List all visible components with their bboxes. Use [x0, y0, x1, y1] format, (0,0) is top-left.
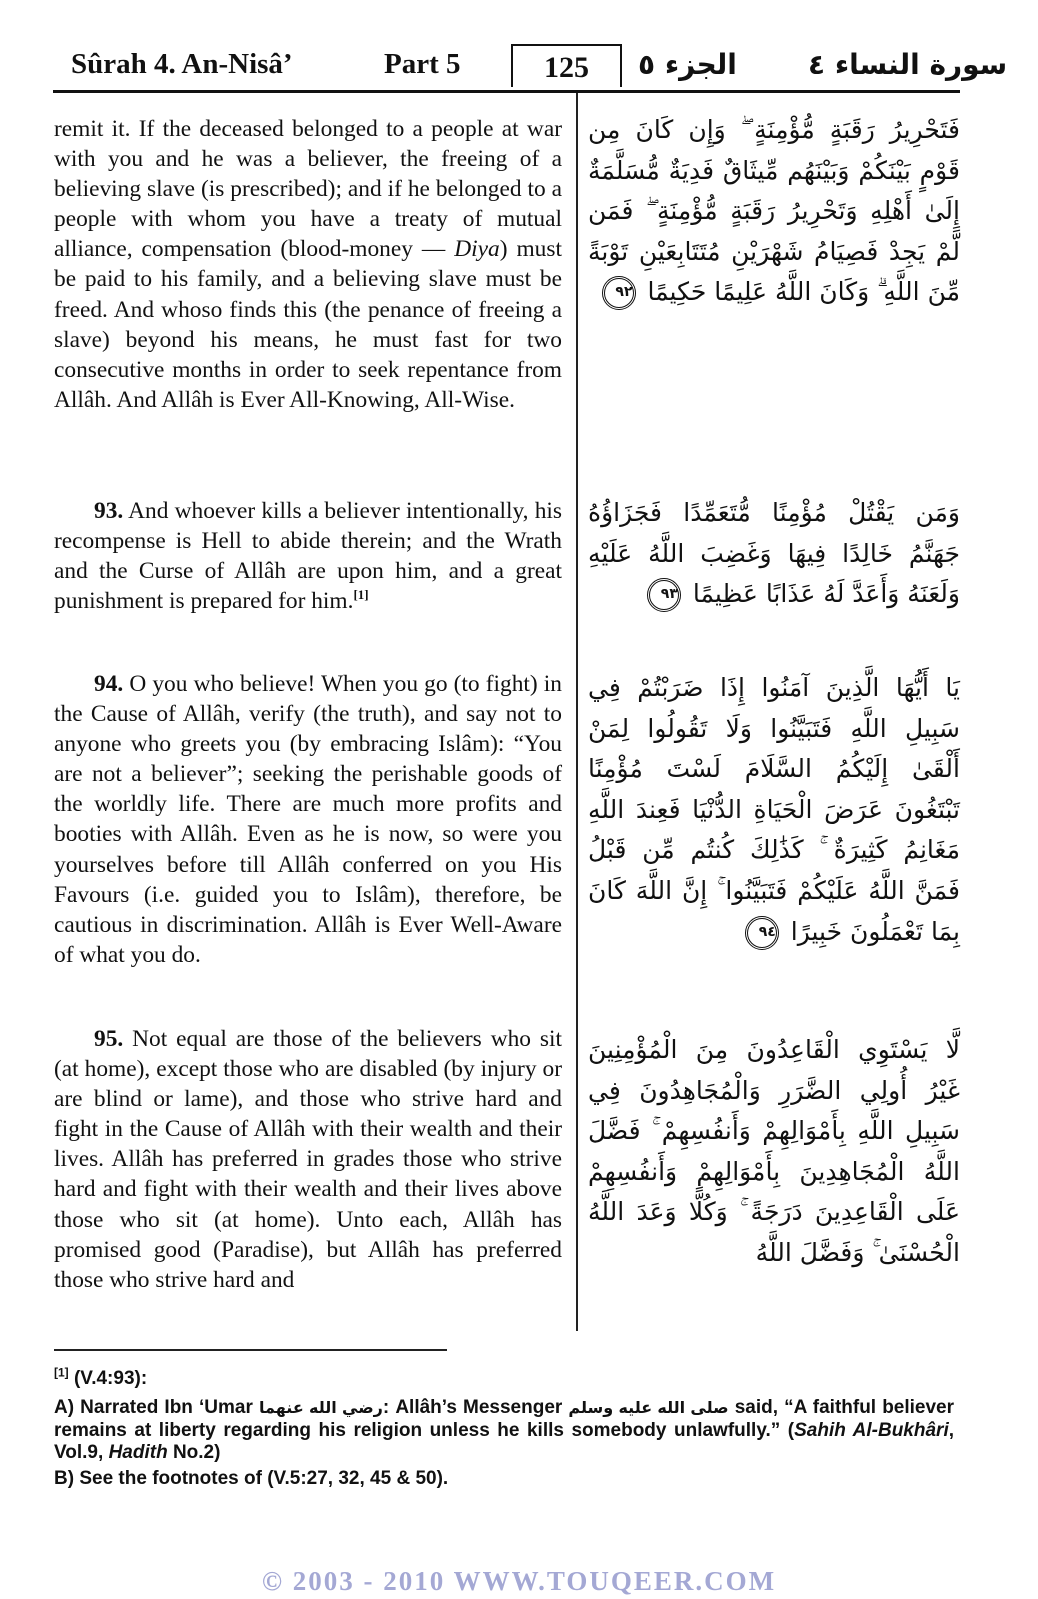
verse-93-english — [54, 496, 562, 616]
ayah-marker-92: ٩٢ — [602, 276, 636, 310]
footnote-b: B) See the footnotes of (V.5:27, 32, 45 & 50). — [54, 1468, 449, 1489]
footnote-a-text-2: : Allâh’s Messenger — [382, 1397, 569, 1418]
verse-95-arabic — [588, 1030, 960, 1274]
header-surah-title: Sûrah 4. An-Nisâ’ — [71, 48, 293, 80]
footnote-a-arabic-2: صلى الله عليه وسلم — [568, 1400, 729, 1417]
footnotes — [54, 1365, 955, 1490]
verse-93-arabic — [588, 493, 960, 615]
header-juz-arabic: الجزء ٥ — [638, 48, 737, 81]
verse-95-number: 95. — [94, 1026, 124, 1052]
footnote-a-text-3: said, “A faithful believer remains at liberty regarding his religion unless he kills somebody unlawfully.” ( — [54, 1397, 955, 1441]
verse-92-text: remit it. If the deceased belonged to a people at war with you and he was a believer, the freeing of a believing slave (is prescribed); and if he belonged to a people with whom you have a treaty of mutual alliance, compensation (blood-money — — [54, 116, 562, 263]
page-header — [0, 0, 1038, 100]
verse-92-diya: Diya — [454, 236, 500, 263]
verse-94-text: O you who believe! When you go (to fight) in the Cause of Allâh, verify (the truth), and say not to anyone who greets you (by embracing Islâm): “You are not a believer”; seeking the perishable goods of the worldly life. There are much more profits and booties with Allâh. Even as he is now, so were you yourselves before till Allâh conferred on you His Favours (i.e. guided you to Islâm), therefore, be cautious in discrimination. Allâh is Ever Well-Aware of what you do. — [54, 671, 562, 968]
verse-92-english — [54, 114, 562, 415]
footnote-ref[interactable]: [1] — [353, 587, 369, 603]
header-rule — [53, 90, 960, 93]
footnote-marker: [1] — [54, 1365, 69, 1380]
copyright-watermark: © 2003 - 2010 WWW.TOUQEER.COM — [261, 1566, 777, 1596]
verse-94-arabic-text: يَا أَيُّهَا الَّذِينَ آمَنُوا إِذَا ضَرَبْتُمْ فِي سَبِيلِ اللَّهِ فَتَبَيَّنُوا وَلَا تَقُولُوا لِمَنْ أَلْقَىٰ إِلَيْكُمُ السَّلَامَ لَسْتَ مُؤْمِنًا تَبْتَغُونَ عَرَضَ الْحَيَاةِ الدُّنْيَا فَعِندَ اللَّهِ مَغَانِمُ كَثِيرَةٌ ۚ كَذَٰلِكَ كُنتُم مِّن قَبْلُ فَمَنَّ اللَّهُ عَلَيْكُمْ فَتَبَيَّنُوا ۚ إِنَّ اللَّهَ كَانَ بِمَا تَعْمَلُونَ خَبِيرًا — [588, 673, 960, 946]
verse-95-text: Not equal are those of the believers who sit (at home), except those who are disabled (by injury or are blind or lame), and those who strive hard and fight in the Cause of Allâh with their wealth and their lives. Allâh has preferred in grades those who strive hard and fight with their wealth and their lives above those who sit (at home). Unto each, Allâh has promised good (Paradise), but Allâh has preferred those who strive hard and — [54, 1026, 562, 1293]
verse-94-english — [54, 669, 562, 970]
verse-94-arabic — [588, 668, 960, 952]
verse-92-text-rest: ) must be paid to his family, and a believing slave must be freed. And whoso finds this (the penance of freeing a slave) beyond his means, he must fast for two consecutive months in order to seek repentance from Allâh. And Allâh is Ever All-Knowing, All-Wise. — [54, 236, 562, 413]
footnote-a — [54, 1397, 954, 1464]
verse-95-arabic-text: لَّا يَسْتَوِي الْقَاعِدُونَ مِنَ الْمُؤْمِنِينَ غَيْرُ أُولِي الضَّرَرِ وَالْمُجَاهِدُونَ فِي سَبِيلِ اللَّهِ بِأَمْوَالِهِمْ وَأَنفُسِهِمْ ۚ فَضَّلَ اللَّهُ الْمُجَاهِدِينَ بِأَمْوَالِهِمْ وَأَنفُسِهِمْ عَلَى الْقَاعِدِينَ دَرَجَةً ۚ وَكُلًّا وَعَدَ اللَّهُ الْحُسْنَىٰ ۚ وَفَضَّلَ اللَّهُ — [588, 1035, 960, 1267]
verse-93-text: And whoever kills a believer intentionally, his recompense is Hell to abide therein; and the Wrath and the Curse of Allâh are upon him, and a great punishment is prepared for him. — [54, 498, 562, 615]
column-divider — [576, 93, 578, 1331]
footnote-a-source-book: Sahih Al-Bukhâri — [794, 1420, 949, 1441]
verse-93-number: 93. — [94, 498, 124, 524]
footnote-a-source-vol: , Vol.9, — [54, 1420, 954, 1463]
footnote-rule — [54, 1349, 447, 1351]
footnote-a-source-end: No.2) — [167, 1442, 221, 1463]
verse-92-arabic-text: فَتَحْرِيرُ رَقَبَةٍ مُّؤْمِنَةٍ ۖ وَإِن كَانَ مِن قَوْمٍ بَيْنَكُمْ وَبَيْنَهُم مِّيثَاقٌ فَدِيَةٌ مُّسَلَّمَةٌ إِلَىٰ أَهْلِهِ وَتَحْرِيرُ رَقَبَةٍ مُّؤْمِنَةٍ ۖ فَمَن لَّمْ يَجِدْ فَصِيَامُ شَهْرَيْنِ مُتَتَابِعَيْنِ تَوْبَةً مِّنَ اللَّهِ ۗ وَكَانَ اللَّهُ عَلِيمًا حَكِيمًا — [588, 115, 960, 307]
header-surah-arabic: سورة النساء ٤ — [808, 48, 1008, 81]
ayah-marker-94: ٩٤ — [745, 916, 779, 950]
footnote-ref-verse: (V.4:93): — [73, 1368, 148, 1389]
ayah-marker-93: ٩٣ — [647, 578, 681, 612]
verse-95-english — [54, 1024, 562, 1295]
footnote-a-text-1: A) Narrated Ibn ‘Umar — [54, 1397, 259, 1418]
verse-92-arabic — [588, 110, 960, 313]
footnote-a-arabic-1: رضي الله عنهما — [258, 1400, 383, 1417]
verse-93-arabic-text: وَمَن يَقْتُلْ مُؤْمِنًا مُّتَعَمِّدًا فَجَزَاؤُهُ جَهَنَّمُ خَالِدًا فِيهَا وَغَضِبَ اللَّهُ عَلَيْهِ وَلَعَنَهُ وَأَعَدَّ لَهُ عَذَابًا عَظِيمًا — [588, 498, 960, 609]
header-part: Part 5 — [384, 48, 461, 80]
verse-94-number: 94. — [94, 671, 124, 697]
page-number: 125 — [511, 44, 622, 87]
footnote-a-source-hadith: Hadith — [108, 1442, 168, 1463]
